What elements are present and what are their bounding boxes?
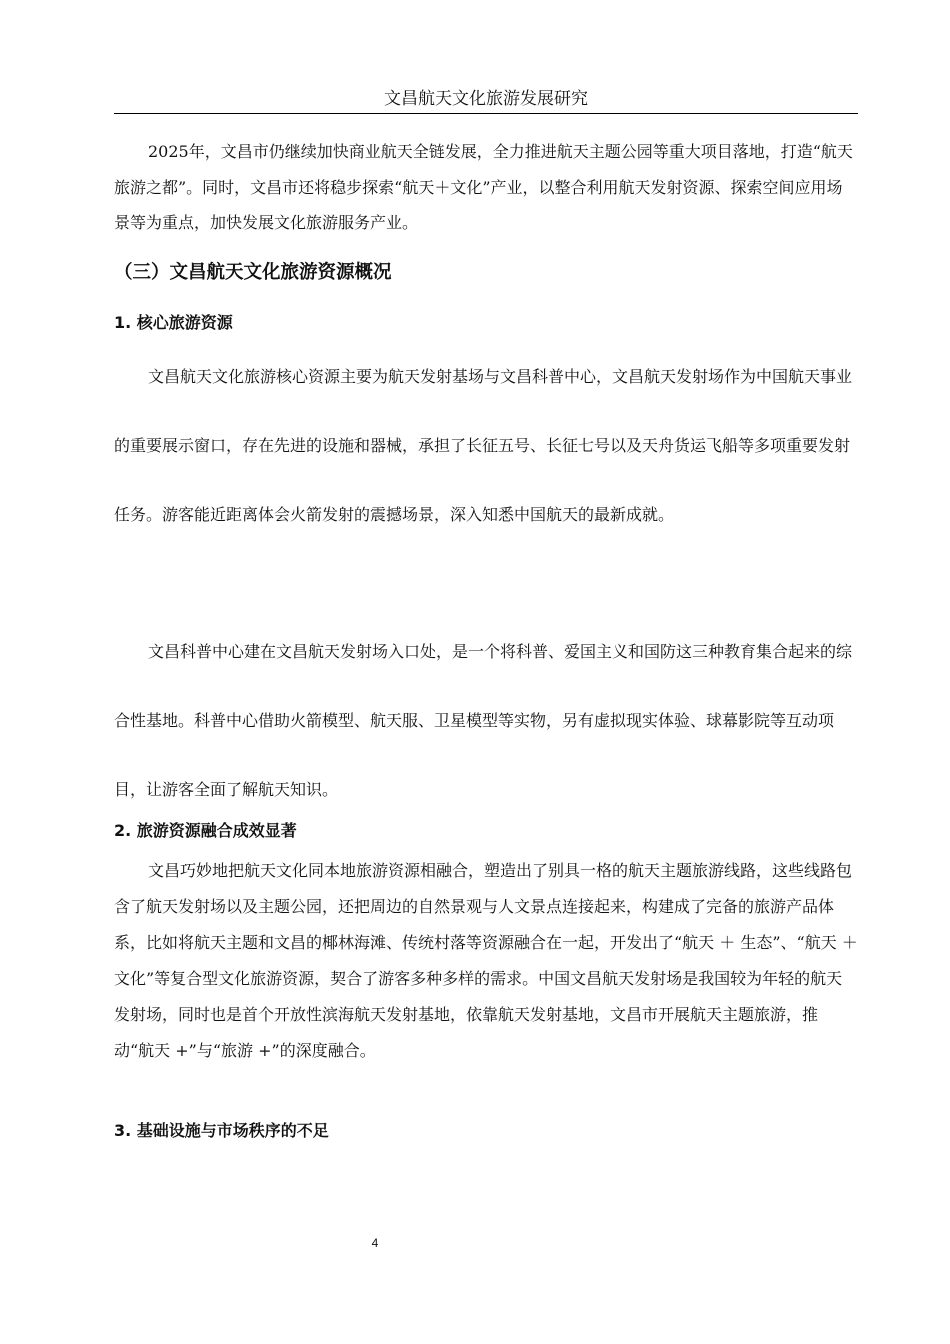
running-header: 文昌航天文化旅游发展研究	[384, 89, 588, 109]
header-divider	[114, 113, 858, 114]
subsection-1-paragraph-a: 文昌航天文化旅游核心资源主要为航天发射基场与文昌科普中心，文昌航天发射场作为中国航天事业的重要展示窗口，存在先进的设施和器械，承担了长征五号、长征七号以及天舟货运飞船等多项重要发射任务。游客能近距离体会火箭发射的震撼场景，深入知悉中国航天的最新成就。	[114, 367, 853, 524]
subsection-1-paragraph-b: 文昌科普中心建在文昌航天发射场入口处，是一个将科普、爱国主义和国防这三种教育集合起来的综合性基地。科普中心借助火箭模型、航天服、卫星模型等实物，另有虚拟现实体验、球幕影院等互动项目，让游客全面了解航天知识。	[114, 642, 853, 799]
subsection-3-heading: 3. 基础设施与市场秩序的不足	[114, 1121, 329, 1140]
subsection-2-paragraph: 文昌巧妙地把航天文化同本地旅游资源相融合，塑造出了别具一格的航天主题旅游线路，这些线路包含了航天发射场以及主题公园，还把周边的自然景观与人文景点连接起来，构建成了完备的旅游产品体系，比如将航天主题和文昌的椰林海滩、传统村落等资源融合在一起，开发出了“航天 ＋ 生态”、“航天 ＋ 文化”等复合型文化旅游资源，契合了游客多种多样的需求。中国文昌航天发射场是我国较为年轻的航天发射场，同时也是首个开放性滨海航天发射基地，依靠航天发射基地，文昌市开展航天主题旅游，推动“航天 +”与“旅游 +”的深度融合。	[114, 861, 858, 1060]
subsection-2-heading: 2. 旅游资源融合成效显著	[114, 821, 297, 840]
subsection-1-heading: 1. 核心旅游资源	[114, 313, 233, 332]
page-number: 4	[371, 1236, 379, 1250]
section-heading: （三）文昌航天文化旅游资源概况	[114, 262, 392, 283]
intro-paragraph: 2025年，文昌市仍继续加快商业航天全链发展，全力推进航天主题公园等重大项目落地，打造“航天旅游之都”。同时，文昌市还将稳步探索“航天＋文化”产业，以整合利用航天发射资源、探索空间应用场景等为重点，加快发展文化旅游服务产业。	[114, 142, 853, 232]
